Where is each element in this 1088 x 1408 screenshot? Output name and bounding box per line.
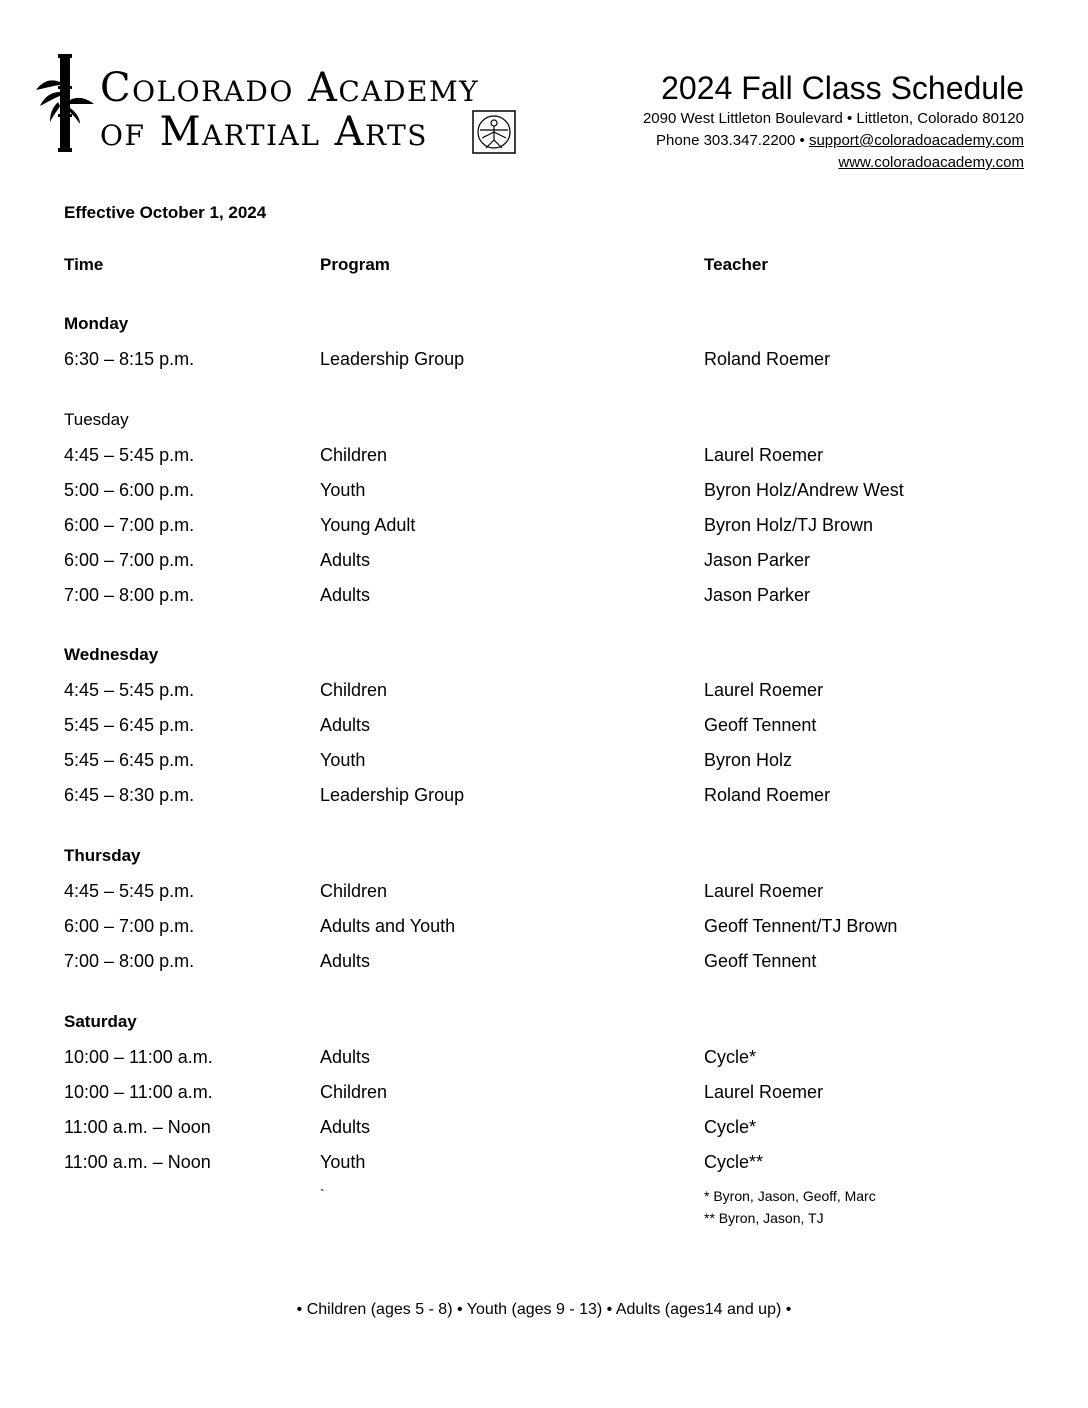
class-time: 4:45 – 5:45 p.m. <box>64 881 195 901</box>
class-teacher: Laurel Roemer <box>704 680 824 700</box>
class-time: 6:00 – 7:00 p.m. <box>64 515 195 535</box>
class-time: 11:00 a.m. – Noon <box>64 1117 211 1137</box>
vitruvian-emblem-icon <box>472 110 516 154</box>
stray-mark: ` <box>320 1186 325 1202</box>
class-teacher: Geoff Tennent <box>704 715 817 735</box>
address: 2090 West Littleton Boulevard • Littleton, Colorado 80120 <box>642 110 1024 127</box>
class-time: 10:00 – 11:00 a.m. <box>64 1047 213 1067</box>
class-time: 10:00 – 11:00 a.m. <box>64 1082 213 1102</box>
class-teacher: Cycle* <box>704 1047 757 1067</box>
day-heading: Saturday <box>64 1012 137 1031</box>
class-teacher: Byron Holz <box>704 750 793 770</box>
class-teacher: Laurel Roemer <box>704 881 824 901</box>
class-time: 6:00 – 7:00 p.m. <box>64 916 195 936</box>
class-time: 11:00 a.m. – Noon <box>64 1152 211 1172</box>
footnote-double-star: ** Byron, Jason, TJ <box>704 1210 824 1226</box>
day-heading: Tuesday <box>64 410 129 429</box>
class-teacher: Jason Parker <box>704 585 811 605</box>
class-time: 6:45 – 8:30 p.m. <box>64 785 195 805</box>
phone: Phone 303.347.2200 • <box>656 132 809 149</box>
class-teacher: Cycle** <box>704 1152 764 1172</box>
age-groups-footer: • Children (ages 5 - 8) • Youth (ages 9 - 13) • Adults (ages14 and up) • <box>296 1301 792 1318</box>
column-header-teacher: Teacher <box>704 255 768 274</box>
class-time: 7:00 – 8:00 p.m. <box>64 951 195 971</box>
class-teacher: Cycle* <box>704 1117 757 1137</box>
footnote-single-star: * Byron, Jason, Geoff, Marc <box>704 1188 876 1204</box>
class-time: 5:00 – 6:00 p.m. <box>64 480 195 500</box>
bamboo-logo-icon <box>36 52 106 156</box>
column-header-program: Program <box>320 255 390 274</box>
class-program: Adults <box>320 550 371 570</box>
day-heading: Thursday <box>64 846 141 865</box>
class-time: 7:00 – 8:00 p.m. <box>64 585 195 605</box>
class-program: Children <box>320 1082 388 1102</box>
class-program: Children <box>320 881 388 901</box>
class-program: Leadership Group <box>320 785 465 805</box>
class-program: Adults <box>320 1047 371 1067</box>
class-program: Adults <box>320 1117 371 1137</box>
column-header-time: Time <box>64 255 104 274</box>
day-heading: Monday <box>64 314 129 333</box>
logo-text-line2: of Martial Arts <box>100 109 428 155</box>
website-link[interactable]: www.coloradoacademy.com <box>838 154 1024 171</box>
class-program: Adults <box>320 715 371 735</box>
class-teacher: Roland Roemer <box>704 349 831 369</box>
class-program: Young Adult <box>320 515 416 535</box>
academy-logo <box>36 52 526 156</box>
page-title: 2024 Fall Class Schedule <box>661 70 1024 106</box>
class-program: Adults <box>320 585 371 605</box>
class-teacher: Geoff Tennent <box>704 951 817 971</box>
effective-date: Effective October 1, 2024 <box>64 203 267 222</box>
class-teacher: Laurel Roemer <box>704 445 824 465</box>
class-time: 4:45 – 5:45 p.m. <box>64 445 195 465</box>
class-time: 5:45 – 6:45 p.m. <box>64 715 195 735</box>
class-program: Leadership Group <box>320 349 465 369</box>
title-block <box>643 68 1024 174</box>
email-link[interactable]: support@coloradoacademy.com <box>808 132 1024 149</box>
day-heading: Wednesday <box>64 645 159 664</box>
class-time: 4:45 – 5:45 p.m. <box>64 680 195 700</box>
class-program: Youth <box>320 480 366 500</box>
class-program: Adults and Youth <box>320 916 456 936</box>
class-program: Children <box>320 680 388 700</box>
class-time: 6:30 – 8:15 p.m. <box>64 349 195 369</box>
class-program: Adults <box>320 951 371 971</box>
class-time: 6:00 – 7:00 p.m. <box>64 550 195 570</box>
logo-text-line1: Colorado Academy <box>100 65 480 111</box>
class-teacher: Geoff Tennent/TJ Brown <box>704 916 898 936</box>
website-line <box>643 152 1024 174</box>
class-program: Youth <box>320 750 366 770</box>
class-teacher: Roland Roemer <box>704 785 831 805</box>
class-program: Youth <box>320 1152 366 1172</box>
class-time: 5:45 – 6:45 p.m. <box>64 750 195 770</box>
class-teacher: Byron Holz/Andrew West <box>704 480 904 500</box>
class-program: Children <box>320 445 388 465</box>
contact-line <box>643 130 1024 152</box>
class-teacher: Jason Parker <box>704 550 811 570</box>
class-teacher: Byron Holz/TJ Brown <box>704 515 874 535</box>
class-teacher: Laurel Roemer <box>704 1082 824 1102</box>
